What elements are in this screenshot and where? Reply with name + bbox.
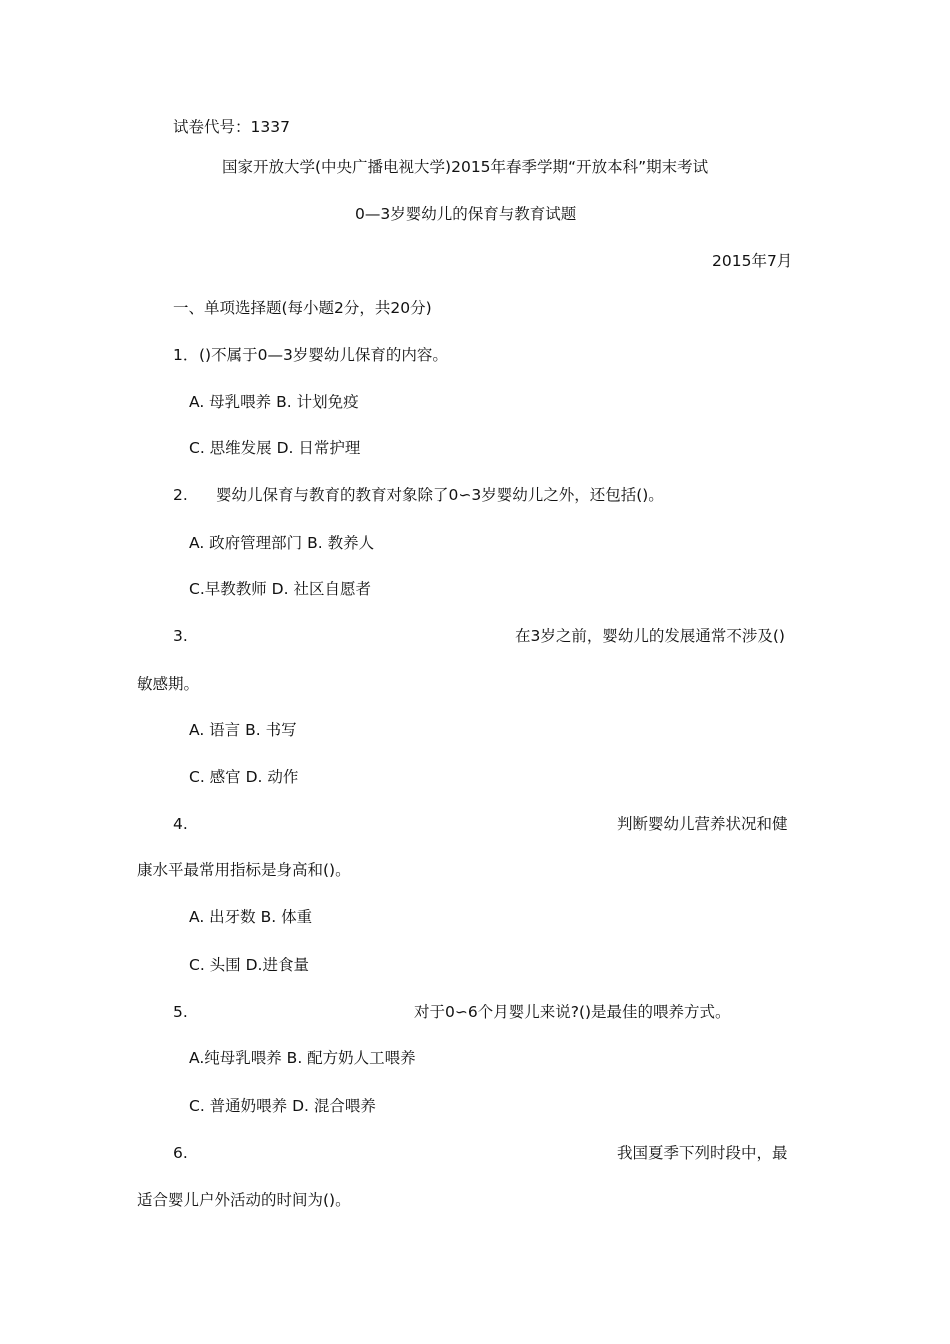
question-number: 6.: [173, 1144, 188, 1162]
question-stem: 在3岁之前，婴幼儿的发展通常不涉及(): [515, 627, 785, 645]
option-line: C.早教教师 D. 社区自愿者: [189, 580, 371, 598]
option-line: C. 普通奶喂养 D. 混合喂养: [189, 1097, 376, 1115]
paper-code: 试卷代号：1337: [173, 118, 290, 136]
exam-date: 2015年7月: [712, 252, 793, 270]
question-stem: 判断婴幼儿营养状况和健: [617, 815, 788, 833]
question-number: 1．: [173, 346, 199, 364]
question-stem-continuation: 敏感期。: [137, 675, 200, 693]
question-stem: ()不属于0—3岁婴幼儿保育的内容。: [199, 346, 448, 364]
question-number: 3.: [173, 627, 188, 645]
option-line: C. 感官 D. 动作: [189, 768, 299, 786]
question-number: 5.: [173, 1003, 188, 1021]
question-stem: 对于0∽6个月婴儿来说?()是最佳的喂养方式。: [414, 1003, 731, 1021]
option-line: C. 头围 D.进食量: [189, 956, 309, 974]
question-stem: 婴幼儿保育与教育的教育对象除了0∽3岁婴幼儿之外，还包括()。: [216, 486, 664, 504]
option-line: A. 语言 B. 书写: [189, 721, 297, 739]
option-line: A.纯母乳喂养 B. 配方奶人工喂养: [189, 1049, 416, 1067]
question-stem-continuation: 适合婴儿户外活动的时间为()。: [137, 1191, 351, 1209]
question-number: 4.: [173, 815, 188, 833]
question-number: 2.: [173, 486, 188, 504]
option-line: A. 政府管理部门 B. 教养人: [189, 534, 375, 552]
question-stem: 我国夏季下列时段中，最: [617, 1144, 788, 1162]
option-line: A. 母乳喂养 B. 计划免疫: [189, 393, 359, 411]
section-heading: 一、单项选择题(每小题2分，共20分): [173, 299, 432, 317]
exam-title: 0—3岁婴幼儿的保育与教育试题: [355, 205, 577, 223]
option-line: A. 出牙数 B. 体重: [189, 908, 313, 926]
option-line: C. 思维发展 D. 日常护理: [189, 439, 361, 457]
question-stem-continuation: 康水平最常用指标是身高和()。: [137, 861, 351, 879]
university-exam-heading: 国家开放大学(中央广播电视大学)2015年春季学期“开放本科”期末考试: [222, 158, 709, 176]
